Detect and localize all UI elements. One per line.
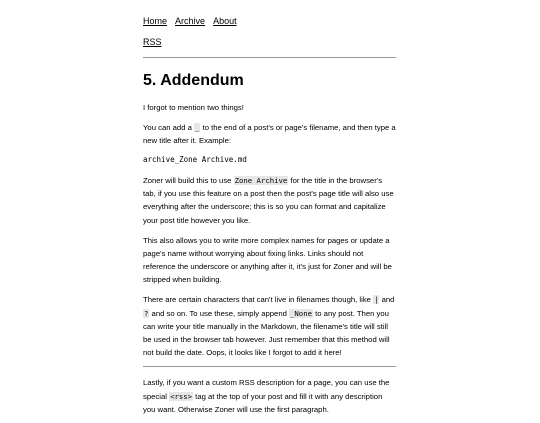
page-title: 5. Addendum bbox=[143, 72, 244, 89]
inline-code-zone-archive: Zone Archive bbox=[234, 175, 288, 185]
paragraph-complex-names: This also allows you to write more complex names for pages or update a page's name without worrying about fixing links. Links should not reference the underscore or anything after it, it's just for Zoner and will be stripped when building. bbox=[143, 235, 392, 285]
nav-link-home[interactable]: Home bbox=[143, 16, 168, 26]
paragraph-special-chars bbox=[143, 293, 396, 359]
site-nav bbox=[143, 15, 396, 57]
paragraph-rss bbox=[143, 376, 396, 416]
text-span: to any post. Then you can write your title manually in the Markdown, the filename's title will still be used in the browser tab however. Just remember that this method will not build the date. Oops, it looks like I forgot to add it here! bbox=[143, 308, 390, 358]
text-span: to the end of a post's or page's filename, and then type a new title after it. Example: bbox=[143, 122, 396, 146]
inline-code-underscore: _ bbox=[195, 122, 200, 132]
section-divider bbox=[143, 366, 396, 367]
text-span: and so on. To use these, simply append bbox=[149, 308, 290, 318]
inline-code-none: _None bbox=[290, 308, 312, 318]
text-span: Zoner will build this to use bbox=[143, 175, 234, 185]
header-divider bbox=[143, 57, 396, 58]
text-span: for the title in the browser's tab, if you use this feature on a post then the post's page title will also use everything after the underscore; this is so you can format and capitalize your post title however you like. bbox=[143, 175, 394, 225]
nav-link-archive[interactable]: Archive bbox=[175, 16, 206, 26]
paragraph-rename bbox=[143, 121, 396, 148]
nav-row-rss bbox=[143, 36, 396, 57]
text-span: Lastly, if you want a custom RSS description for a page, you can use the special bbox=[143, 378, 390, 401]
nav-row-main bbox=[143, 15, 396, 36]
inline-code-rss-tag: <rss> bbox=[170, 391, 193, 401]
paragraph-intro: I forgot to mention two things! bbox=[143, 103, 244, 112]
inline-code-question: ? bbox=[144, 308, 149, 318]
nav-link-rss[interactable]: RSS bbox=[143, 37, 162, 47]
text-span: There are certain characters that can't live in filenames though, like bbox=[143, 295, 374, 305]
page-content bbox=[143, 15, 396, 423]
inline-code-pipe: | bbox=[374, 295, 379, 305]
example-code-block: archive_Zone Archive.md bbox=[143, 154, 396, 166]
paragraph-build bbox=[143, 174, 396, 227]
text-span: and bbox=[379, 295, 395, 305]
nav-link-about[interactable]: About bbox=[213, 16, 237, 26]
text-span: tag at the top of your post and fill it with any description you want. Otherwise Zoner will use the first paragraph. bbox=[143, 391, 383, 414]
text-span: You can add a bbox=[143, 122, 195, 132]
